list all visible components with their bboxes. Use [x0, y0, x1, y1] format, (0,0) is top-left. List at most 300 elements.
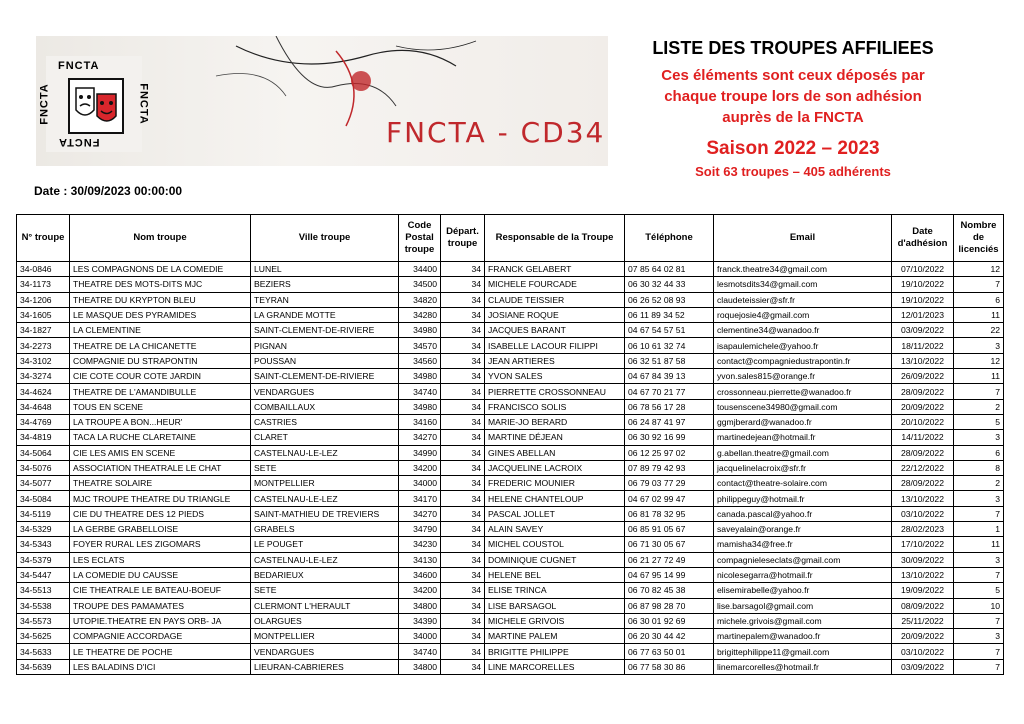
cell-email: nicolesegarra@hotmail.fr — [714, 567, 892, 582]
cell-code: 34820 — [399, 292, 441, 307]
table-row — [17, 537, 1004, 552]
cell-code: 34800 — [399, 659, 441, 674]
cell-code: 34270 — [399, 506, 441, 521]
cell-nom: THEATRE SOLAIRE — [70, 476, 251, 491]
table-row — [17, 399, 1004, 414]
cell-ville: CLERMONT L'HERAULT — [251, 598, 399, 613]
cell-ville: LUNEL — [251, 262, 399, 277]
cell-code: 34230 — [399, 537, 441, 552]
cell-email: brigittephilippe11@gmail.com — [714, 644, 892, 659]
cell-ville: POUSSAN — [251, 353, 399, 368]
cell-email: yvon.sales815@orange.fr — [714, 369, 892, 384]
cell-date: 03/10/2022 — [892, 506, 954, 521]
cell-nb: 5 — [954, 583, 1004, 598]
cell-email: g.abellan.theatre@gmail.com — [714, 445, 892, 460]
table-row — [17, 659, 1004, 674]
logo-text-right: FNCTA — [137, 83, 150, 125]
cell-nb: 7 — [954, 644, 1004, 659]
table-row — [17, 567, 1004, 582]
cell-ville: GRABELS — [251, 522, 399, 537]
cell-num: 34-5119 — [17, 506, 70, 521]
cell-resp: ELISE TRINCA — [485, 583, 625, 598]
cell-num: 34-5329 — [17, 522, 70, 537]
table-row — [17, 430, 1004, 445]
cell-date: 07/10/2022 — [892, 262, 954, 277]
cell-code: 34570 — [399, 338, 441, 353]
cell-date: 03/09/2022 — [892, 659, 954, 674]
table-row — [17, 476, 1004, 491]
cell-code: 34740 — [399, 644, 441, 659]
cell-tel: 04 67 84 39 13 — [625, 369, 714, 384]
cell-dep: 34 — [441, 399, 485, 414]
cell-code: 34000 — [399, 629, 441, 644]
col-header-num: N° troupe — [17, 215, 70, 262]
cell-ville: CASTELNAU-LE-LEZ — [251, 491, 399, 506]
table-row — [17, 491, 1004, 506]
cell-date: 13/10/2022 — [892, 567, 954, 582]
cell-nb: 7 — [954, 613, 1004, 628]
cell-num: 34-5639 — [17, 659, 70, 674]
cell-tel: 06 10 61 32 74 — [625, 338, 714, 353]
cell-date: 20/10/2022 — [892, 414, 954, 429]
cell-code: 34800 — [399, 598, 441, 613]
brand-text: FNCTA - CD34 — [386, 116, 606, 149]
cell-code: 34390 — [399, 613, 441, 628]
cell-dep: 34 — [441, 613, 485, 628]
cell-nom: MJC TROUPE THEATRE DU TRIANGLE — [70, 491, 251, 506]
cell-resp: JACQUELINE LACROIX — [485, 460, 625, 475]
cell-ville: SETE — [251, 583, 399, 598]
cell-nb: 3 — [954, 338, 1004, 353]
table-row — [17, 338, 1004, 353]
table-row — [17, 307, 1004, 322]
cell-dep: 34 — [441, 445, 485, 460]
table-row — [17, 369, 1004, 384]
cell-email: isapaulemichele@yahoo.fr — [714, 338, 892, 353]
cell-nb: 1 — [954, 522, 1004, 537]
cell-nom: ASSOCIATION THEATRALE LE CHAT — [70, 460, 251, 475]
cell-ville: CASTRIES — [251, 414, 399, 429]
cell-dep: 34 — [441, 277, 485, 292]
cell-ville: MONTPELLIER — [251, 476, 399, 491]
cell-email: linemarcorelles@hotmail.fr — [714, 659, 892, 674]
cell-ville: LA GRANDE MOTTE — [251, 307, 399, 322]
cell-nb: 7 — [954, 506, 1004, 521]
cell-num: 34-5573 — [17, 613, 70, 628]
cell-resp: YVON SALES — [485, 369, 625, 384]
cell-tel: 06 30 01 92 69 — [625, 613, 714, 628]
table-row — [17, 522, 1004, 537]
cell-code: 34130 — [399, 552, 441, 567]
table-row — [17, 583, 1004, 598]
cell-tel: 04 67 02 99 47 — [625, 491, 714, 506]
cell-dep: 34 — [441, 460, 485, 475]
cell-tel: 06 12 25 97 02 — [625, 445, 714, 460]
table-row — [17, 414, 1004, 429]
cell-nom: THEATRE DE L'AMANDIBULLE — [70, 384, 251, 399]
cell-nb: 5 — [954, 414, 1004, 429]
cell-resp: LISE BARSAGOL — [485, 598, 625, 613]
cell-date: 25/11/2022 — [892, 613, 954, 628]
cell-date: 12/01/2023 — [892, 307, 954, 322]
cell-date: 28/09/2022 — [892, 384, 954, 399]
cell-nom: TOUS EN SCENE — [70, 399, 251, 414]
cell-email: philippeguy@hotmail.fr — [714, 491, 892, 506]
cell-nom: LE MASQUE DES PYRAMIDES — [70, 307, 251, 322]
table-row — [17, 552, 1004, 567]
title-block — [620, 38, 966, 179]
col-header-tel: Téléphone — [625, 215, 714, 262]
cell-tel: 07 85 64 02 81 — [625, 262, 714, 277]
cell-dep: 34 — [441, 659, 485, 674]
table-row — [17, 262, 1004, 277]
cell-dep: 34 — [441, 522, 485, 537]
cell-dep: 34 — [441, 644, 485, 659]
cell-resp: GINES ABELLAN — [485, 445, 625, 460]
cell-num: 34-3274 — [17, 369, 70, 384]
cell-email: claudeteissier@sfr.fr — [714, 292, 892, 307]
cell-code: 34790 — [399, 522, 441, 537]
cell-ville: CLARET — [251, 430, 399, 445]
cell-email: saveyalain@orange.fr — [714, 522, 892, 537]
cell-resp: BRIGITTE PHILIPPE — [485, 644, 625, 659]
table-row — [17, 460, 1004, 475]
summary-label: Soit 63 troupes – 405 adhérents — [695, 164, 891, 179]
cell-email: mamisha34@free.fr — [714, 537, 892, 552]
cell-code: 34200 — [399, 583, 441, 598]
cell-num: 34-4819 — [17, 430, 70, 445]
cell-dep: 34 — [441, 506, 485, 521]
cell-resp: MARTINE PALEM — [485, 629, 625, 644]
table-row — [17, 629, 1004, 644]
cell-nom: COMPAGNIE DU STRAPONTIN — [70, 353, 251, 368]
subtitle-line-3: auprès de la FNCTA — [722, 109, 864, 126]
cell-nb: 22 — [954, 323, 1004, 338]
cell-code: 34980 — [399, 399, 441, 414]
cell-num: 34-5633 — [17, 644, 70, 659]
cell-tel: 04 67 54 57 51 — [625, 323, 714, 338]
cell-num: 34-1605 — [17, 307, 70, 322]
cell-date: 13/10/2022 — [892, 491, 954, 506]
cell-nb: 3 — [954, 629, 1004, 644]
cell-dep: 34 — [441, 292, 485, 307]
cell-num: 34-0846 — [17, 262, 70, 277]
cell-code: 34160 — [399, 414, 441, 429]
cell-dep: 34 — [441, 567, 485, 582]
table-header-row — [17, 215, 1004, 262]
table-row — [17, 384, 1004, 399]
cell-nb: 2 — [954, 476, 1004, 491]
cell-resp: LINE MARCORELLES — [485, 659, 625, 674]
cell-tel: 06 79 03 77 29 — [625, 476, 714, 491]
cell-num: 34-4624 — [17, 384, 70, 399]
cell-code: 34400 — [399, 262, 441, 277]
cell-ville: PIGNAN — [251, 338, 399, 353]
cell-nom: TROUPE DES PAMAMATES — [70, 598, 251, 613]
cell-num: 34-1206 — [17, 292, 70, 307]
cell-dep: 34 — [441, 323, 485, 338]
cell-nom: LE THEATRE DE POCHE — [70, 644, 251, 659]
subtitle-line-1: Ces éléments sont ceux déposés par — [661, 67, 925, 84]
cell-dep: 34 — [441, 414, 485, 429]
cell-nom: LES BALADINS D'ICI — [70, 659, 251, 674]
cell-resp: MARIE-JO BERARD — [485, 414, 625, 429]
col-header-resp: Responsable de la Troupe — [485, 215, 625, 262]
cell-nb: 11 — [954, 307, 1004, 322]
cell-tel: 06 20 30 44 42 — [625, 629, 714, 644]
cell-dep: 34 — [441, 552, 485, 567]
cell-email: lise.barsagol@gmail.com — [714, 598, 892, 613]
cell-tel: 06 87 98 28 70 — [625, 598, 714, 613]
cell-resp: FREDERIC MOUNIER — [485, 476, 625, 491]
table-row — [17, 445, 1004, 460]
cell-ville: MONTPELLIER — [251, 629, 399, 644]
logo-text-bottom: FNCTA — [58, 136, 100, 148]
cell-num: 34-4769 — [17, 414, 70, 429]
cell-tel: 04 67 95 14 99 — [625, 567, 714, 582]
table-row — [17, 644, 1004, 659]
cell-nom: THEATRE DES MOTS-DITS MJC — [70, 277, 251, 292]
cell-nb: 10 — [954, 598, 1004, 613]
cell-resp: DOMINIQUE CUGNET — [485, 552, 625, 567]
cell-tel: 06 30 92 16 99 — [625, 430, 714, 445]
cell-email: michele.grivois@gmail.com — [714, 613, 892, 628]
cell-nom: LES COMPAGNONS DE LA COMEDIE — [70, 262, 251, 277]
cell-dep: 34 — [441, 583, 485, 598]
cell-num: 34-5077 — [17, 476, 70, 491]
cell-tel: 06 78 56 17 28 — [625, 399, 714, 414]
cell-ville: VENDARGUES — [251, 644, 399, 659]
cell-num: 34-1827 — [17, 323, 70, 338]
cell-nom: TACA LA RUCHE CLARETAINE — [70, 430, 251, 445]
cell-date: 19/10/2022 — [892, 277, 954, 292]
cell-num: 34-5379 — [17, 552, 70, 567]
cell-date: 03/10/2022 — [892, 644, 954, 659]
cell-ville: SAINT-CLEMENT-DE-RIVIERE — [251, 369, 399, 384]
cell-dep: 34 — [441, 430, 485, 445]
col-header-date: Date d'adhésion — [892, 215, 954, 262]
cell-resp: JACQUES BARANT — [485, 323, 625, 338]
cell-ville: SAINT-CLEMENT-DE-RIVIERE — [251, 323, 399, 338]
cell-code: 34600 — [399, 567, 441, 582]
cell-dep: 34 — [441, 369, 485, 384]
cell-email: roquejosie4@gmail.com — [714, 307, 892, 322]
cell-email: crossonneau.pierrette@wanadoo.fr — [714, 384, 892, 399]
cell-nb: 7 — [954, 567, 1004, 582]
cell-email: franck.theatre34@gmail.com — [714, 262, 892, 277]
cell-email: tousenscene34980@gmail.com — [714, 399, 892, 414]
col-header-nb: Nombre de licenciés — [954, 215, 1004, 262]
cell-ville: VENDARGUES — [251, 384, 399, 399]
cell-nb: 6 — [954, 292, 1004, 307]
cell-ville: CASTELNAU-LE-LEZ — [251, 445, 399, 460]
cell-nom: UTOPIE.THEATRE EN PAYS ORB- JA — [70, 613, 251, 628]
cell-ville: COMBAILLAUX — [251, 399, 399, 414]
cell-resp: HELENE CHANTELOUP — [485, 491, 625, 506]
cell-resp: ALAIN SAVEY — [485, 522, 625, 537]
logo-text-left: FNCTA — [38, 83, 51, 125]
cell-date: 14/11/2022 — [892, 430, 954, 445]
cell-nom: FOYER RURAL LES ZIGOMARS — [70, 537, 251, 552]
cell-nb: 11 — [954, 369, 1004, 384]
cell-date: 17/10/2022 — [892, 537, 954, 552]
cell-dep: 34 — [441, 307, 485, 322]
cell-date: 18/11/2022 — [892, 338, 954, 353]
cell-tel: 06 30 32 44 33 — [625, 277, 714, 292]
cell-email: canada.pascal@yahoo.fr — [714, 506, 892, 521]
cell-nom: CIE COTE COUR COTE JARDIN — [70, 369, 251, 384]
cell-nb: 7 — [954, 659, 1004, 674]
cell-num: 34-5447 — [17, 567, 70, 582]
cell-resp: MARTINE DÉJEAN — [485, 430, 625, 445]
cell-email: elisemirabelle@yahoo.fr — [714, 583, 892, 598]
table-body — [17, 262, 1004, 675]
cell-resp: MICHELE FOURCADE — [485, 277, 625, 292]
table-row — [17, 598, 1004, 613]
cell-nb: 12 — [954, 353, 1004, 368]
cell-nb: 12 — [954, 262, 1004, 277]
col-header-dep: Départ. troupe — [441, 215, 485, 262]
cell-nom: CIE DU THEATRE DES 12 PIEDS — [70, 506, 251, 521]
cell-date: 13/10/2022 — [892, 353, 954, 368]
cell-ville: SETE — [251, 460, 399, 475]
cell-dep: 34 — [441, 338, 485, 353]
cell-email: compagnieleseclats@gmail.com — [714, 552, 892, 567]
cell-ville: OLARGUES — [251, 613, 399, 628]
cell-nom: LA TROUPE A BON...HEUR' — [70, 414, 251, 429]
cell-tel: 06 81 78 32 95 — [625, 506, 714, 521]
cell-code: 34560 — [399, 353, 441, 368]
cell-nom: LA GERBE GRABELLOISE — [70, 522, 251, 537]
cell-resp: JEAN ARTIERES — [485, 353, 625, 368]
cell-tel: 06 24 87 41 97 — [625, 414, 714, 429]
cell-resp: PIERRETTE CROSSONNEAU — [485, 384, 625, 399]
cell-nb: 8 — [954, 460, 1004, 475]
cell-num: 34-5513 — [17, 583, 70, 598]
table-row — [17, 323, 1004, 338]
cell-nb: 3 — [954, 552, 1004, 567]
cell-ville: SAINT-MATHIEU DE TREVIERS — [251, 506, 399, 521]
cell-resp: FRANCISCO SOLIS — [485, 399, 625, 414]
cell-email: martinepalem@wanadoo.fr — [714, 629, 892, 644]
cell-date: 22/12/2022 — [892, 460, 954, 475]
cell-code: 34280 — [399, 307, 441, 322]
cell-nom: THEATRE DE LA CHICANETTE — [70, 338, 251, 353]
cell-nb: 2 — [954, 399, 1004, 414]
cell-tel: 06 11 89 34 52 — [625, 307, 714, 322]
cell-date: 20/09/2022 — [892, 629, 954, 644]
cell-email: lesmotsdits34@gmail.com — [714, 277, 892, 292]
cell-resp: ISABELLE LACOUR FILIPPI — [485, 338, 625, 353]
cell-resp: HELENE BEL — [485, 567, 625, 582]
cell-num: 34-5076 — [17, 460, 70, 475]
table-row — [17, 353, 1004, 368]
cell-nb: 11 — [954, 537, 1004, 552]
cell-dep: 34 — [441, 629, 485, 644]
cell-nom: LA CLEMENTINE — [70, 323, 251, 338]
cell-dep: 34 — [441, 491, 485, 506]
cell-ville: LIEURAN-CABRIERES — [251, 659, 399, 674]
cell-nb: 3 — [954, 491, 1004, 506]
cell-date: 28/02/2023 — [892, 522, 954, 537]
cell-tel: 06 70 82 45 38 — [625, 583, 714, 598]
cell-date: 19/09/2022 — [892, 583, 954, 598]
cell-date: 19/10/2022 — [892, 292, 954, 307]
cell-num: 34-4648 — [17, 399, 70, 414]
cell-tel: 06 21 27 72 49 — [625, 552, 714, 567]
cell-resp: PASCAL JOLLET — [485, 506, 625, 521]
header-banner — [36, 36, 608, 166]
cell-nom: COMPAGNIE ACCORDAGE — [70, 629, 251, 644]
table-row — [17, 277, 1004, 292]
cell-tel: 06 85 91 05 67 — [625, 522, 714, 537]
col-header-ville: Ville troupe — [251, 215, 399, 262]
cell-ville: BEZIERS — [251, 277, 399, 292]
cell-dep: 34 — [441, 353, 485, 368]
cell-code: 34980 — [399, 323, 441, 338]
cell-code: 34200 — [399, 460, 441, 475]
troupes-table — [16, 214, 1004, 675]
cell-num: 34-2273 — [17, 338, 70, 353]
cell-resp: MICHELE GRIVOIS — [485, 613, 625, 628]
cell-date: 03/09/2022 — [892, 323, 954, 338]
cell-tel: 04 67 70 21 77 — [625, 384, 714, 399]
cell-tel: 06 26 52 08 93 — [625, 292, 714, 307]
cell-tel: 06 77 58 30 86 — [625, 659, 714, 674]
cell-num: 34-5343 — [17, 537, 70, 552]
cell-dep: 34 — [441, 476, 485, 491]
cell-resp: MICHEL COUSTOL — [485, 537, 625, 552]
cell-resp: FRANCK GELABERT — [485, 262, 625, 277]
cell-nb: 3 — [954, 430, 1004, 445]
cell-date: 30/09/2022 — [892, 552, 954, 567]
report-date: Date : 30/09/2023 00:00:00 — [34, 184, 183, 198]
col-header-code: Code Postal troupe — [399, 215, 441, 262]
cell-code: 34270 — [399, 430, 441, 445]
cell-date: 26/09/2022 — [892, 369, 954, 384]
cell-date: 28/09/2022 — [892, 476, 954, 491]
cell-nb: 7 — [954, 277, 1004, 292]
subtitle-line-2: chaque troupe lors de son adhésion — [664, 88, 922, 105]
cell-ville: TEYRAN — [251, 292, 399, 307]
cell-num: 34-5084 — [17, 491, 70, 506]
logo-text-top: FNCTA — [58, 60, 100, 72]
col-header-nom: Nom troupe — [70, 215, 251, 262]
cell-code: 34980 — [399, 369, 441, 384]
cell-nom: LES ECLATS — [70, 552, 251, 567]
cell-code: 34990 — [399, 445, 441, 460]
cell-code: 34740 — [399, 384, 441, 399]
cell-tel: 06 32 51 87 58 — [625, 353, 714, 368]
cell-resp: CLAUDE TEISSIER — [485, 292, 625, 307]
cell-email: contact@theatre-solaire.com — [714, 476, 892, 491]
cell-email: martinedejean@hotmail.fr — [714, 430, 892, 445]
cell-date: 08/09/2022 — [892, 598, 954, 613]
cell-tel: 07 89 79 42 93 — [625, 460, 714, 475]
cell-email: clementine34@wanadoo.fr — [714, 323, 892, 338]
season-label: Saison 2022 – 2023 — [706, 138, 880, 159]
cell-nom: LA COMEDIE DU CAUSSE — [70, 567, 251, 582]
cell-num: 34-5064 — [17, 445, 70, 460]
cell-date: 20/09/2022 — [892, 399, 954, 414]
cell-dep: 34 — [441, 537, 485, 552]
cell-tel: 06 71 30 05 67 — [625, 537, 714, 552]
page-title: LISTE DES TROUPES AFFILIEES — [652, 38, 934, 58]
cell-email: contact@compagniedustrapontin.fr — [714, 353, 892, 368]
table-row — [17, 613, 1004, 628]
cell-dep: 34 — [441, 384, 485, 399]
cell-nom: CIE THEATRALE LE BATEAU-BOEUF — [70, 583, 251, 598]
